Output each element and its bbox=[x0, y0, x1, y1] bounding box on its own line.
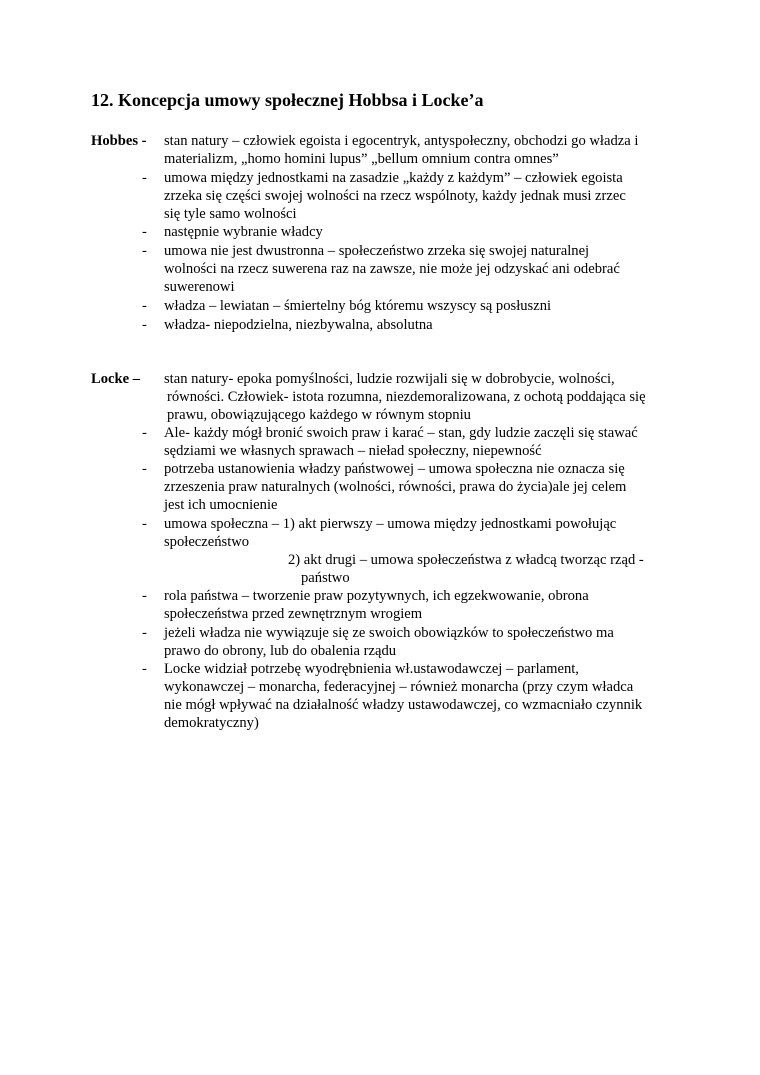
locke-item-line: potrzeba ustanowienia władzy państwowej – umowa społeczna nie oznacza się bbox=[164, 461, 625, 477]
bullet-dash: - bbox=[142, 317, 147, 333]
bullet-dash: - bbox=[142, 516, 147, 532]
locke-item-line: społeczeństwa przed zewnętrznym wrogiem bbox=[164, 606, 423, 622]
locke-item-line: Locke widział potrzebę wyodrębnienia wł.ustawodawczej – parlament, bbox=[164, 661, 579, 677]
hobbes-item-line: umowa między jednostkami na zasadzie „każdy z każdym” – człowiek egoista bbox=[164, 170, 623, 186]
hobbes-item-line: władza- niepodzielna, niezbywalna, absolutna bbox=[164, 317, 433, 333]
hobbes-item-line: umowa nie jest dwustronna – społeczeństwo zrzeka się swojej naturalnej bbox=[164, 243, 590, 259]
locke-item-line: wykonawczej – monarcha, federacyjnej – również monarcha (przy czym władca bbox=[164, 679, 634, 695]
hobbes-item-line: zrzeka się części swojej wolności na rzecz wspólnoty, każdy jednak musi zrzec bbox=[164, 188, 626, 204]
locke-item-line: zrzeszenia praw naturalnych (wolności, równości, prawa do życia)ale jej celem bbox=[164, 479, 627, 495]
bullet-dash: - bbox=[142, 625, 147, 641]
hobbes-item-line: władza – lewiatan – śmiertelny bóg któremu wszyscy są posłuszni bbox=[164, 298, 552, 314]
hobbes-intro-line: stan natury – człowiek egoista i egocentryk, antyspołeczny, obchodzi go władza i bbox=[164, 133, 639, 149]
locke-intro-line: stan natury- epoka pomyślności, ludzie rozwijali się w dobrobycie, wolności, bbox=[164, 371, 615, 387]
bullet-dash: - bbox=[142, 461, 147, 477]
page-title: 12. Koncepcja umowy społecznej Hobbsa i Locke’a bbox=[91, 90, 484, 110]
locke-label: Locke – bbox=[91, 371, 141, 387]
locke-item-line: prawo do obrony, lub do obalenia rządu bbox=[164, 643, 397, 659]
locke-item-line: nie mógł wpływać na działalność władzy ustawodawczej, co wzmacniało czynnik bbox=[164, 697, 643, 713]
hobbes-item-line: następnie wybranie władcy bbox=[164, 224, 323, 240]
bullet-dash: - bbox=[142, 425, 147, 441]
hobbes-item-line: się tyle samo wolności bbox=[164, 206, 297, 222]
hobbes-intro-line: materializm, „homo homini lupus” „bellum omnium contra omnes” bbox=[164, 151, 559, 167]
locke-item-line: demokratyczny) bbox=[164, 715, 259, 731]
locke-intro-line: prawu, obowiązującego każdego w równym stopniu bbox=[167, 407, 471, 423]
bullet-dash: - bbox=[142, 224, 147, 240]
locke-item-line: społeczeństwo bbox=[164, 534, 250, 550]
hobbes-label: Hobbes - bbox=[91, 133, 147, 149]
locke-item-line: jest ich umocnienie bbox=[164, 497, 278, 513]
locke-second-act-line: państwo bbox=[301, 570, 350, 586]
locke-second-act-line: 2) akt drugi – umowa społeczeństwa z władcą tworząc rząd - bbox=[288, 552, 644, 568]
bullet-dash: - bbox=[142, 298, 147, 314]
locke-item-line: rola państwa – tworzenie praw pozytywnych, ich egzekwowanie, obrona bbox=[164, 588, 589, 604]
locke-item-line: jeżeli władza nie wywiązuje się ze swoich obowiązków to społeczeństwo ma bbox=[164, 625, 614, 641]
locke-item-line: Ale- każdy mógł bronić swoich praw i karać – stan, gdy ludzie zaczęli się stawać bbox=[164, 425, 638, 441]
locke-item-line: umowa społeczna – 1) akt pierwszy – umowa między jednostkami powołując bbox=[164, 516, 617, 532]
hobbes-item-line: suwerenowi bbox=[164, 279, 235, 295]
bullet-dash: - bbox=[142, 661, 147, 677]
locke-intro-line: równości. Człowiek- istota rozumna, niezdemoralizowana, z ochotą poddająca się bbox=[167, 389, 646, 405]
bullet-dash: - bbox=[142, 588, 147, 604]
bullet-dash: - bbox=[142, 170, 147, 186]
hobbes-item-line: wolności na rzecz suwerena raz na zawsze, nie może jej odzyskać ani odebrać bbox=[164, 261, 620, 277]
bullet-dash: - bbox=[142, 243, 147, 259]
locke-item-line: sędziami we własnych sprawach – nieład społeczny, niepewność bbox=[164, 443, 542, 459]
